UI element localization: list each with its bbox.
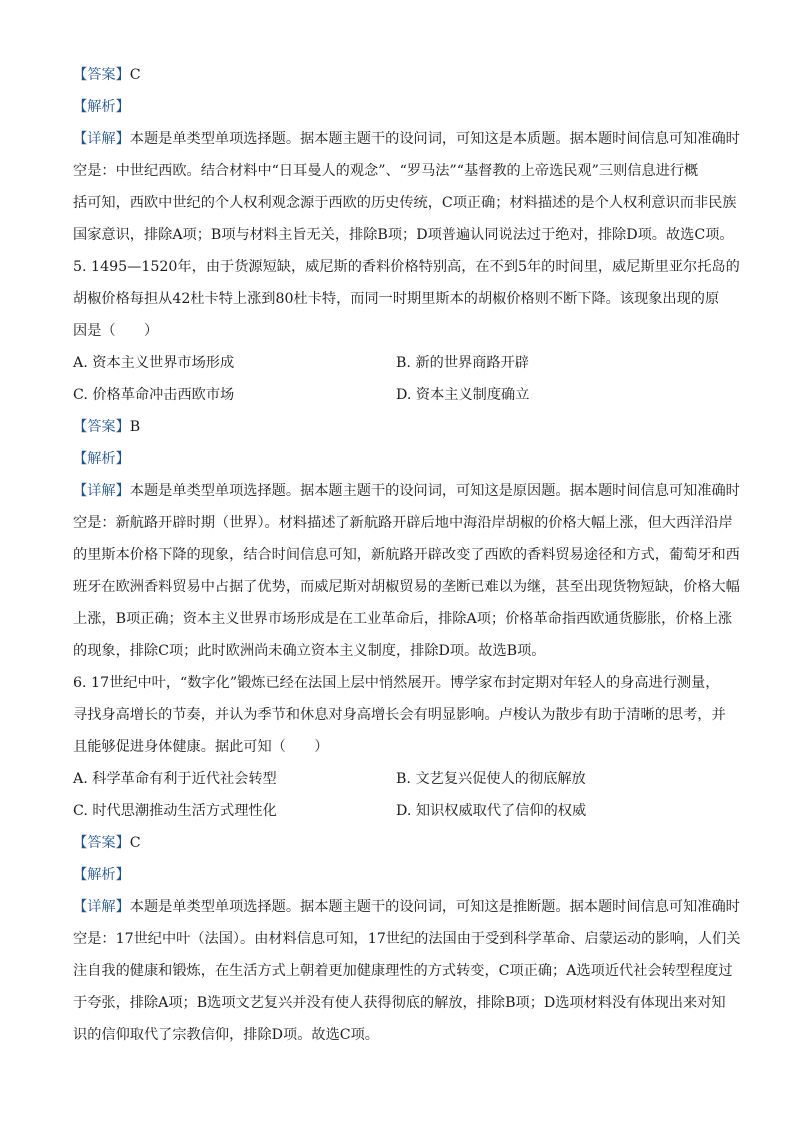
q5-answer	[73, 417, 140, 437]
q4-answer-value: C	[129, 67, 141, 83]
q6-analysis-heading	[73, 865, 130, 885]
q5-option-d: D. 资本主义制度确立	[396, 387, 530, 403]
q5-detail-line: 班牙在欧洲香料贸易中占据了优势，而威尼斯对胡椒贸易的垄断已难以为继，甚至出现货物短缺，价格大幅	[73, 579, 740, 595]
q4-detail-line: 括可知，西欧中世纪的个人权利观念源于西欧的历史传统，C项正确；材料描述的是个人权利意识而非民族	[73, 195, 737, 211]
q4-detail-line: 国家意识，排除A项；B项与材料主旨无关，排除B项；D项普遍认同说法过于绝对，排除D项。故选C项。	[73, 227, 734, 243]
q5-option-b: B. 新的世界商路开辟	[396, 355, 529, 371]
q5-stem-line: 胡椒价格每担从42杜卡特上涨到80杜卡特，而同一时期里斯本的胡椒价格则不断下降。该现象出现的原	[73, 291, 720, 307]
q5-detail-line: 的里斯本价格下降的现象，结合时间信息可知，新航路开辟改变了西欧的香料贸易途径和方式，葡萄牙和西	[73, 547, 740, 563]
q6-detail-line: 识的信仰取代了宗教信仰，排除D项。故选C项。	[73, 1027, 379, 1043]
q4-analysis-heading	[73, 97, 130, 117]
analysis-label: 【解析】	[73, 99, 130, 115]
detail-label: 【详解】	[73, 131, 130, 147]
q5-detail-line: 的现象，排除C项；此时欧洲尚未确立资本主义制度，排除D项。故选B项。	[73, 643, 546, 659]
analysis-label: 【解析】	[73, 451, 130, 467]
q6-stem-line: 且能够促进身体健康。据此可知（ ）	[73, 739, 329, 755]
q6-option-b: B. 文艺复兴促使人的彻底解放	[396, 771, 586, 787]
q5-answer-value: B	[129, 419, 141, 435]
q6-option-a: A. 科学革命有利于近代社会转型	[73, 771, 277, 787]
q6-detail-line: 注自我的健康和锻炼，在生活方式上朝着更加健康理性的方式转变，C项正确；A选项近代社会转型程度过	[73, 963, 733, 979]
q5-detail-line: 【详解】本题是单类型单项选择题。据本题主题干的设问词，可知这是原因题。据本题时间信息可知准确时	[73, 483, 740, 499]
q5-analysis-heading	[73, 449, 130, 469]
detail-label: 【详解】	[73, 899, 130, 915]
answer-label: 【答案】	[73, 835, 130, 851]
q5-option-c: C. 价格革命冲击西欧市场	[73, 387, 235, 403]
q4-detail-line: 空是：中世纪西欧。结合材料中“日耳曼人的观念”、“罗马法”“基督教的上帝选民观”三则信息进行概	[73, 163, 699, 179]
q6-option-d: D. 知识权威取代了信仰的权威	[396, 803, 587, 819]
q5-detail-line: 空是：新航路开辟时期（世界）。材料描述了新航路开辟后地中海沿岸胡椒的价格大幅上涨，但大西洋沿岸	[73, 515, 733, 531]
q6-detail-line: 空是：17世纪中叶（法国）。由材料信息可知，17世纪的法国由于受到科学革命、启蒙运动的影响，人们关	[73, 931, 741, 947]
q6-detail-line: 【详解】本题是单类型单项选择题。据本题主题干的设问词，可知这是推断题。据本题时间信息可知准确时	[73, 899, 740, 915]
q5-detail-line: 上涨，B项正确；资本主义世界市场形成是在工业革命后，排除A项；价格革命指西欧通货膨胀，价格上涨	[73, 611, 733, 627]
q5-stem-line: 5. 1495—1520年，由于货源短缺，威尼斯的香料价格特别高，在不到5年的时间里，威尼斯里亚尔托岛的	[73, 259, 740, 275]
q5-stem-line: 因是（ ）	[73, 323, 159, 339]
q6-detail-line: 于夸张，排除A项；B选项文艺复兴并没有使人获得彻底的解放，排除B项；D选项材料没有体现出来对知	[73, 995, 726, 1011]
q6-answer-value: C	[129, 835, 141, 851]
q4-detail-line: 【详解】本题是单类型单项选择题。据本题主题干的设问词，可知这是本质题。据本题时间信息可知准确时	[73, 131, 740, 147]
q5-option-a: A. 资本主义世界市场形成	[73, 355, 235, 371]
q4-answer	[73, 65, 141, 85]
q6-stem-line: 6. 17世纪中叶，“数字化”锻炼已经在法国上层中悄然展开。博学家布封定期对年轻人的身高进行测量，	[73, 675, 720, 691]
answer-label: 【答案】	[73, 419, 130, 435]
answer-label: 【答案】	[73, 67, 130, 83]
q6-answer	[73, 833, 141, 853]
analysis-label: 【解析】	[73, 867, 130, 883]
detail-label: 【详解】	[73, 483, 130, 499]
q6-option-c: C. 时代思潮推动生活方式理性化	[73, 803, 277, 819]
q6-stem-line: 寻找身高增长的节奏，并认为季节和休息对身高增长会有明显影响。卢梭认为散步有助于清晰的思考，并	[73, 707, 726, 723]
